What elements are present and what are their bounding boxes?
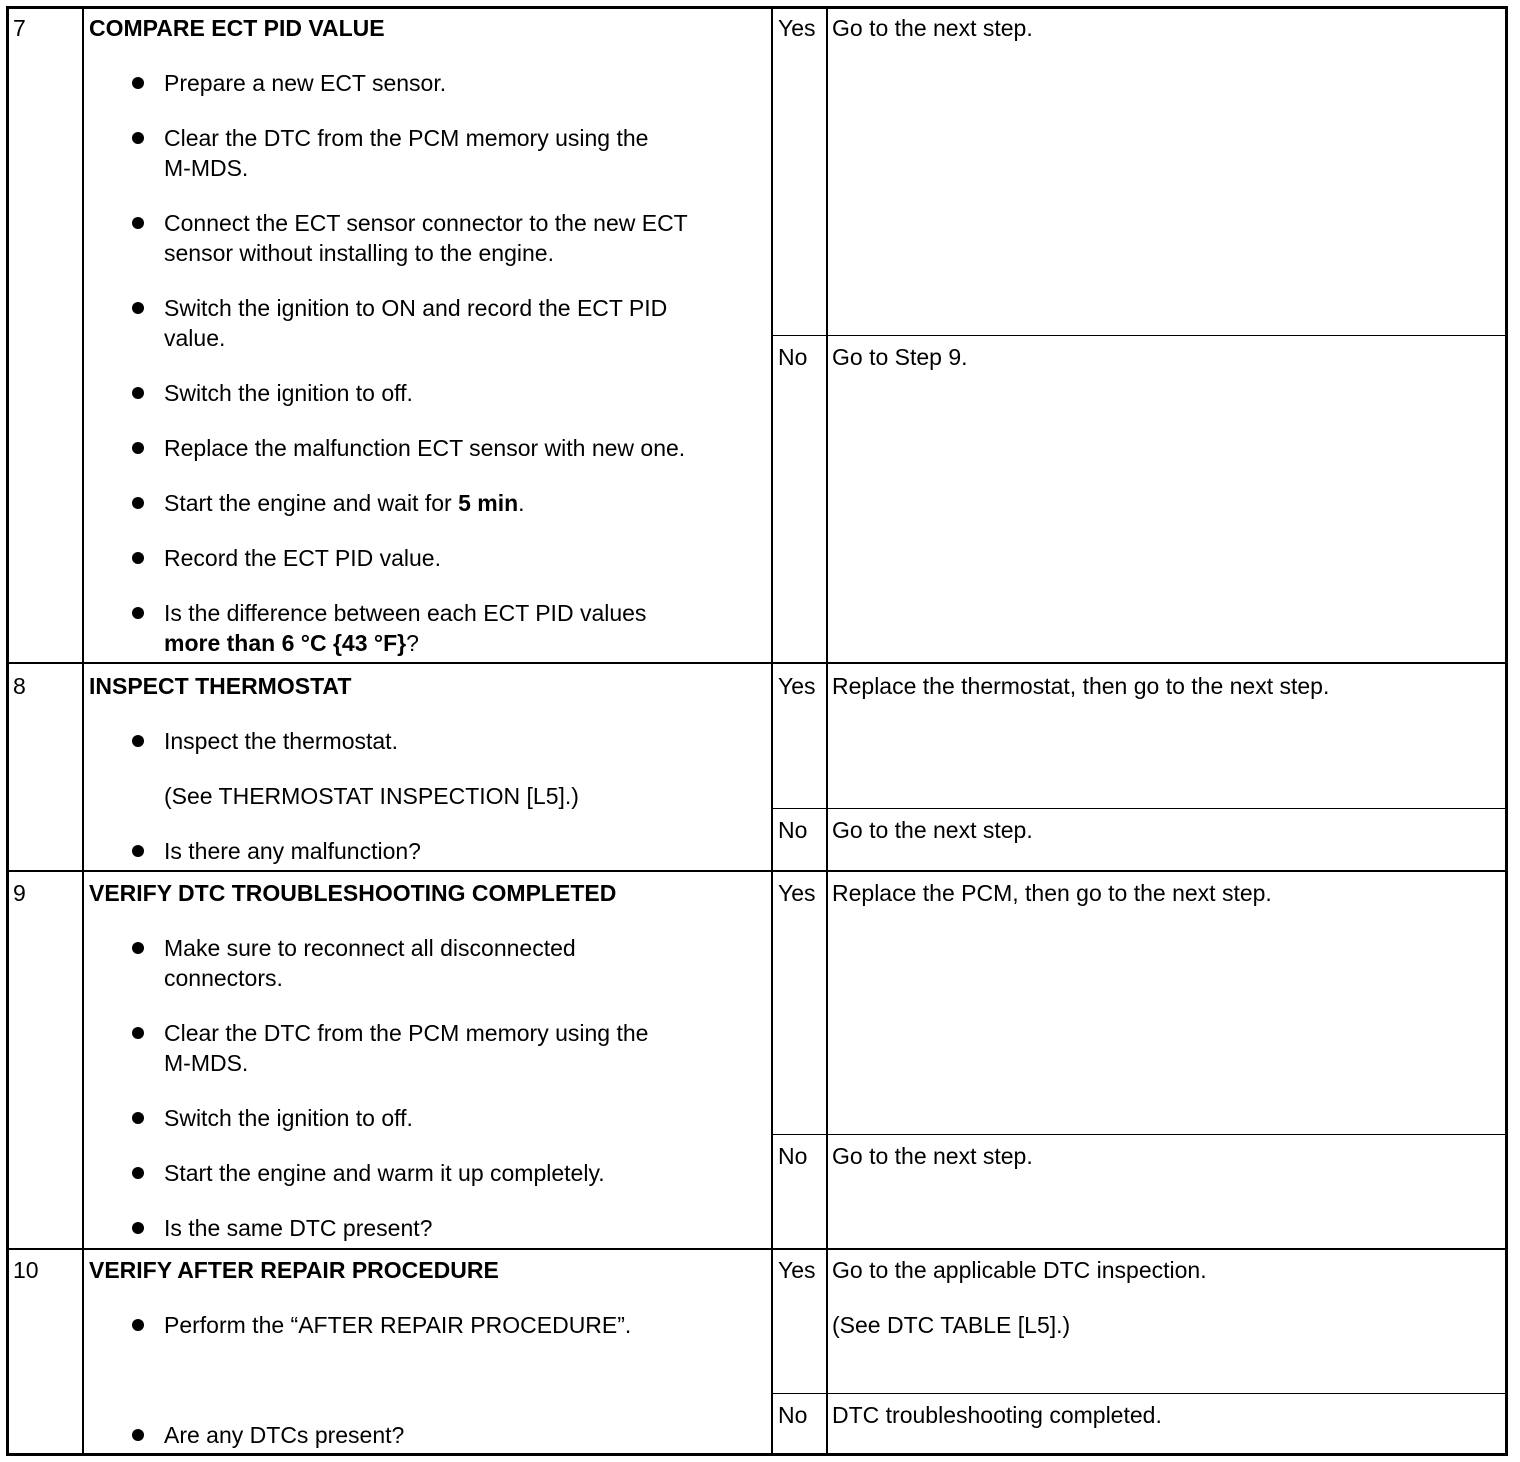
list-item: Start the engine and warm it up completely. [164,1160,605,1186]
list-item: Is there any malfunction? [164,838,421,864]
yes-action: Replace the PCM, then go to the next step. [832,880,1272,906]
list-item-continuation [164,628,419,658]
no-action: Go to the next step. [832,1143,1033,1169]
list-item: Replace the malfunction ECT sensor with new one. [164,435,686,461]
list-item: Connect the ECT sensor connector to the new ECT [164,210,688,236]
list-item-continuation: sensor without installing to the engine. [164,240,554,266]
list-item: Switch the ignition to ON and record the ECT PID [164,295,668,321]
yes-no-divider [771,1134,1505,1135]
reference-note: (See THERMOSTAT INSPECTION [L5].) [164,783,579,809]
troubleshooting-table [6,6,1508,1456]
reference-note: (See DTC TABLE [L5].) [832,1312,1071,1338]
list-item-emphasis: 5 min [458,490,519,516]
step-title: VERIFY DTC TROUBLESHOOTING COMPLETED [89,880,617,906]
yes-action: Go to the next step. [832,15,1033,41]
yes-label: Yes [778,673,816,699]
list-item: Prepare a new ECT sensor. [164,70,447,96]
no-label: No [778,1402,808,1428]
step-number: 10 [13,1257,39,1283]
list-item [164,488,525,518]
no-label: No [778,344,808,370]
yes-no-divider [771,335,1505,336]
list-item: Switch the ignition to off. [164,380,413,406]
step-title: VERIFY AFTER REPAIR PROCEDURE [89,1257,499,1283]
step-number: 7 [13,15,26,41]
step-title: COMPARE ECT PID VALUE [89,15,385,41]
no-action: Go to the next step. [832,817,1033,843]
column-divider [826,9,828,1453]
step-number: 8 [13,673,26,699]
yes-action: Replace the thermostat, then go to the next step. [832,673,1330,699]
list-item-continuation: value. [164,325,226,351]
list-item: Make sure to reconnect all disconnected [164,935,576,961]
no-action: DTC troubleshooting completed. [832,1402,1162,1428]
yes-label: Yes [778,1257,816,1283]
list-item: Are any DTCs present? [164,1422,405,1448]
list-item-continuation: M-MDS. [164,1050,249,1076]
no-action: Go to Step 9. [832,344,968,370]
list-item-continuation: connectors. [164,965,283,991]
list-item: Switch the ignition to off. [164,1105,413,1131]
step-number: 9 [13,880,26,906]
step-title: INSPECT THERMOSTAT [89,673,352,699]
list-item-text: Start the engine and wait for [164,490,459,516]
list-item: Record the ECT PID value. [164,545,441,571]
list-item-continuation: M-MDS. [164,155,249,181]
yes-action: Go to the applicable DTC inspection. [832,1257,1207,1283]
list-item: Is the same DTC present? [164,1215,433,1241]
list-item: Clear the DTC from the PCM memory using the [164,125,649,151]
list-item-text: . [518,490,525,516]
no-label: No [778,1143,808,1169]
column-divider [771,9,773,1453]
no-label: No [778,817,808,843]
list-item: Inspect the thermostat. [164,728,398,754]
yes-no-divider [771,808,1505,809]
list-item-text: ? [406,630,419,656]
row-divider [9,870,1505,872]
list-item: Is the difference between each ECT PID values [164,600,647,626]
list-item: Perform the “AFTER REPAIR PROCEDURE”. [164,1312,632,1338]
yes-no-divider [771,1393,1505,1394]
row-divider [9,1248,1505,1250]
list-item-emphasis: more than 6 °C {43 °F} [164,630,407,656]
row-divider [9,662,1505,664]
yes-label: Yes [778,880,816,906]
list-item: Clear the DTC from the PCM memory using the [164,1020,649,1046]
column-divider [82,9,84,1453]
yes-label: Yes [778,15,816,41]
